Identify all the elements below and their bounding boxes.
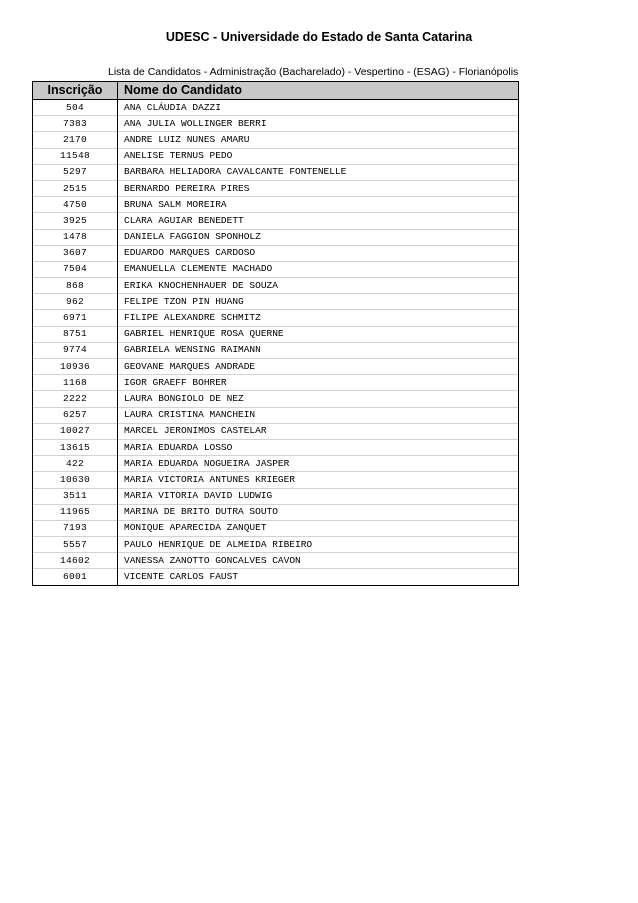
nome-cell: VANESSA ZANOTTO GONCALVES CAVON — [118, 553, 519, 569]
candidates-table — [32, 81, 519, 586]
inscricao-cell: 7193 — [33, 520, 118, 536]
nome-cell: VICENTE CARLOS FAUST — [118, 569, 519, 585]
nome-cell: MARIA EDUARDA NOGUEIRA JASPER — [118, 456, 519, 472]
table-row — [33, 537, 519, 553]
inscricao-cell: 2515 — [33, 180, 118, 196]
table-row — [33, 359, 519, 375]
inscricao-cell: 3511 — [33, 488, 118, 504]
table-row — [33, 164, 519, 180]
inscricao-cell: 8751 — [33, 326, 118, 342]
table-header-row — [33, 82, 519, 100]
nome-cell: MARIA VICTORIA ANTUNES KRIEGER — [118, 472, 519, 488]
nome-cell: BARBARA HELIADORA CAVALCANTE FONTENELLE — [118, 164, 519, 180]
nome-cell: ANDRE LUIZ NUNES AMARU — [118, 132, 519, 148]
table-row — [33, 488, 519, 504]
nome-cell: MARCEL JERONIMOS CASTELAR — [118, 423, 519, 439]
inscricao-cell: 504 — [33, 100, 118, 116]
table-row — [33, 423, 519, 439]
nome-cell: MARINA DE BRITO DUTRA SOUTO — [118, 504, 519, 520]
table-row — [33, 504, 519, 520]
nome-cell: PAULO HENRIQUE DE ALMEIDA RIBEIRO — [118, 537, 519, 553]
table-row — [33, 520, 519, 536]
inscricao-cell: 2222 — [33, 391, 118, 407]
table-row — [33, 197, 519, 213]
inscricao-cell: 11548 — [33, 148, 118, 164]
inscricao-cell: 10936 — [33, 359, 118, 375]
nome-cell: ANELISE TERNUS PEDO — [118, 148, 519, 164]
inscricao-cell: 6971 — [33, 310, 118, 326]
nome-cell: GABRIEL HENRIQUE ROSA QUERNE — [118, 326, 519, 342]
table-row — [33, 407, 519, 423]
table-row — [33, 342, 519, 358]
inscricao-cell: 4750 — [33, 197, 118, 213]
table-row — [33, 456, 519, 472]
nome-cell: DANIELA FAGGION SPONHOLZ — [118, 229, 519, 245]
nome-cell: IGOR GRAEFF BOHRER — [118, 375, 519, 391]
table-row — [33, 148, 519, 164]
table-row — [33, 100, 519, 116]
inscricao-cell: 5297 — [33, 164, 118, 180]
inscricao-cell: 10630 — [33, 472, 118, 488]
table-row — [33, 391, 519, 407]
column-header-nome: Nome do Candidato — [118, 82, 519, 100]
column-header-inscricao: Inscrição — [33, 82, 118, 100]
table-row — [33, 180, 519, 196]
inscricao-cell: 2170 — [33, 132, 118, 148]
table-row — [33, 472, 519, 488]
table-row — [33, 229, 519, 245]
nome-cell: MARIA VITORIA DAVID LUDWIG — [118, 488, 519, 504]
inscricao-cell: 1168 — [33, 375, 118, 391]
table-row — [33, 553, 519, 569]
inscricao-cell: 10027 — [33, 423, 118, 439]
nome-cell: ANA JULIA WOLLINGER BERRI — [118, 116, 519, 132]
table-row — [33, 116, 519, 132]
inscricao-cell: 7383 — [33, 116, 118, 132]
inscricao-cell: 9774 — [33, 342, 118, 358]
table-body — [33, 100, 519, 586]
table-row — [33, 245, 519, 261]
nome-cell: FELIPE TZON PIN HUANG — [118, 294, 519, 310]
nome-cell: EMANUELLA CLEMENTE MACHADO — [118, 261, 519, 277]
table-row — [33, 375, 519, 391]
nome-cell: LAURA CRISTINA MANCHEIN — [118, 407, 519, 423]
inscricao-cell: 962 — [33, 294, 118, 310]
inscricao-cell: 7504 — [33, 261, 118, 277]
inscricao-cell: 6257 — [33, 407, 118, 423]
nome-cell: LAURA BONGIOLO DE NEZ — [118, 391, 519, 407]
table-row — [33, 439, 519, 455]
table-row — [33, 294, 519, 310]
nome-cell: CLARA AGUIAR BENEDETT — [118, 213, 519, 229]
table-row — [33, 132, 519, 148]
nome-cell: GABRIELA WENSING RAIMANN — [118, 342, 519, 358]
nome-cell: EDUARDO MARQUES CARDOSO — [118, 245, 519, 261]
inscricao-cell: 14602 — [33, 553, 118, 569]
nome-cell: BERNARDO PEREIRA PIRES — [118, 180, 519, 196]
inscricao-cell: 11965 — [33, 504, 118, 520]
nome-cell: ANA CLÁUDIA DAZZI — [118, 100, 519, 116]
nome-cell: BRUNA SALM MOREIRA — [118, 197, 519, 213]
table-row — [33, 326, 519, 342]
inscricao-cell: 5557 — [33, 537, 118, 553]
nome-cell: ERIKA KNOCHENHAUER DE SOUZA — [118, 278, 519, 294]
inscricao-cell: 13615 — [33, 439, 118, 455]
inscricao-cell: 422 — [33, 456, 118, 472]
table-row — [33, 261, 519, 277]
table-row — [33, 569, 519, 585]
inscricao-cell: 3925 — [33, 213, 118, 229]
table-row — [33, 310, 519, 326]
nome-cell: GEOVANE MARQUES ANDRADE — [118, 359, 519, 375]
document-subtitle: Lista de Candidatos - Administração (Bacharelado) - Vespertino - (ESAG) - Florianópolis — [108, 66, 519, 78]
document-title: UDESC - Universidade do Estado de Santa Catarina — [165, 30, 473, 44]
inscricao-cell: 868 — [33, 278, 118, 294]
inscricao-cell: 1478 — [33, 229, 118, 245]
inscricao-cell: 6001 — [33, 569, 118, 585]
nome-cell: FILIPE ALEXANDRE SCHMITZ — [118, 310, 519, 326]
table-row — [33, 278, 519, 294]
nome-cell: MARIA EDUARDA LOSSO — [118, 439, 519, 455]
inscricao-cell: 3607 — [33, 245, 118, 261]
nome-cell: MONIQUE APARECIDA ZANQUET — [118, 520, 519, 536]
table-row — [33, 213, 519, 229]
